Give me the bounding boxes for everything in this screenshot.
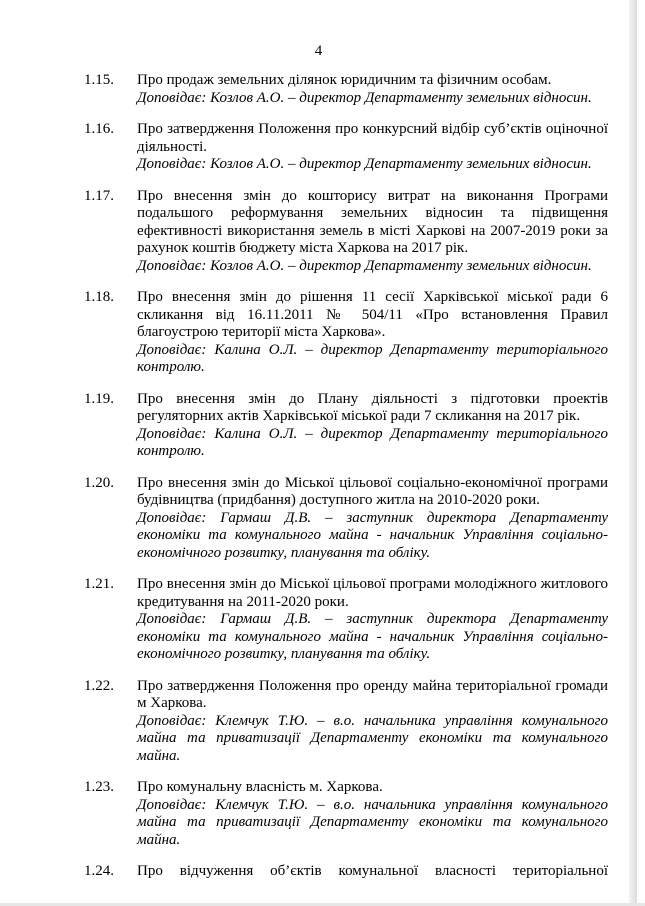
item-content	[137, 391, 608, 461]
item-number: 1.24.	[84, 863, 114, 879]
agenda-list	[84, 72, 608, 881]
item-content	[137, 863, 608, 881]
item-content	[137, 188, 608, 276]
item-number: 1.18.	[84, 289, 114, 305]
item-content	[137, 289, 608, 377]
item-number: 1.15.	[84, 72, 114, 88]
item-speaker: Доповідає: Клемчук Т.Ю. – в.о. начальника управління комунального майна та приватизації Департаменту економіки та комунального майна.	[137, 796, 608, 848]
item-title: Про комунальну власність м. Харкова.	[137, 779, 383, 795]
item-content	[137, 576, 608, 664]
item-title: Про відчуження об’єктів комунальної власності територіальної	[137, 863, 608, 879]
item-speaker: Доповідає: Козлов А.О. – директор Департаменту земельних відносин.	[137, 257, 592, 274]
agenda-item	[84, 391, 608, 461]
item-speaker: Доповідає: Калина О.Л. – директор Департаменту територіального контролю.	[137, 341, 608, 375]
item-title: Про внесення змін до Міської цільової програми молодіжного житлового кредитування на 2011-2020 роки.	[137, 576, 608, 610]
item-number: 1.16.	[84, 121, 114, 137]
item-speaker: Доповідає: Гармаш Д.В. – заступник директора Департаменту економіки та комунального майна - начальник Управління соціально-економічного розвитку, планування та обліку.	[137, 611, 608, 662]
item-speaker: Доповідає: Козлов А.О. – директор Департаменту земельних відносин.	[137, 156, 592, 172]
item-number: 1.23.	[84, 779, 114, 795]
item-number: 1.20.	[84, 474, 114, 491]
item-speaker: Доповідає: Козлов А.О. – директор Департаменту земельних відносин.	[137, 89, 592, 106]
agenda-item	[84, 779, 608, 849]
page-edge-shadow	[629, 0, 637, 906]
item-speaker: Доповідає: Клемчук Т.Ю. – в.о. начальника управління комунального майна та приватизації Департаменту економіки та комунального майна.	[137, 712, 608, 764]
item-number: 1.22.	[84, 677, 114, 694]
item-content	[137, 121, 608, 174]
agenda-item	[84, 678, 608, 766]
agenda-item	[84, 121, 608, 174]
item-number: 1.19.	[84, 390, 114, 407]
agenda-item	[84, 289, 608, 377]
item-speaker: Доповідає: Калина О.Л. – директор Департаменту територіального контролю.	[137, 425, 608, 459]
agenda-item	[84, 475, 608, 563]
item-content	[137, 779, 608, 849]
item-title: Про внесення змін до рішення 11 сесії Харківської міської ради 6 скликання від 16.11.2011 № 504/11 «Про встановлення Правил благоустрою території міста Харкова».	[137, 289, 608, 340]
item-content	[137, 475, 608, 563]
agenda-item	[84, 576, 608, 664]
agenda-item	[84, 863, 608, 881]
item-content	[137, 72, 608, 107]
item-title: Про внесення змін до кошторису витрат на виконання Програми подальшого реформування земельних відносин та підвищення ефективності використання земель в місті Харкові на 2007-2019 роки за рахунок коштів бюджету міста Харкова на 2017 рік.	[137, 187, 608, 256]
item-number: 1.21.	[84, 576, 114, 592]
agenda-item	[84, 72, 608, 107]
item-number: 1.17.	[84, 187, 114, 204]
item-content	[137, 678, 608, 766]
item-title: Про продаж земельних ділянок юридичним та фізичним особам.	[137, 72, 552, 88]
item-speaker: Доповідає: Гармаш Д.В. – заступник директора Департаменту економіки та комунального майна - начальник Управління соціально-економічного розвитку, планування та обліку.	[137, 509, 608, 561]
item-title: Про внесення змін до Плану діяльності з підготовки проектів регуляторних актів Харківської міської ради 7 скликання на 2017 рік.	[137, 390, 608, 424]
agenda-item	[84, 188, 608, 276]
item-title: Про внесення змін до Міської цільової соціально-економічної програми будівництва (придбання) доступного житла на 2010-2020 роки.	[137, 474, 608, 508]
item-title: Про затвердження Положення про оренду майна територіальної громади м Харкова.	[137, 677, 608, 711]
item-title: Про затвердження Положення про конкурсний відбір суб’єктів оціночної діяльності.	[137, 121, 608, 155]
page-number: 4	[314, 43, 323, 59]
